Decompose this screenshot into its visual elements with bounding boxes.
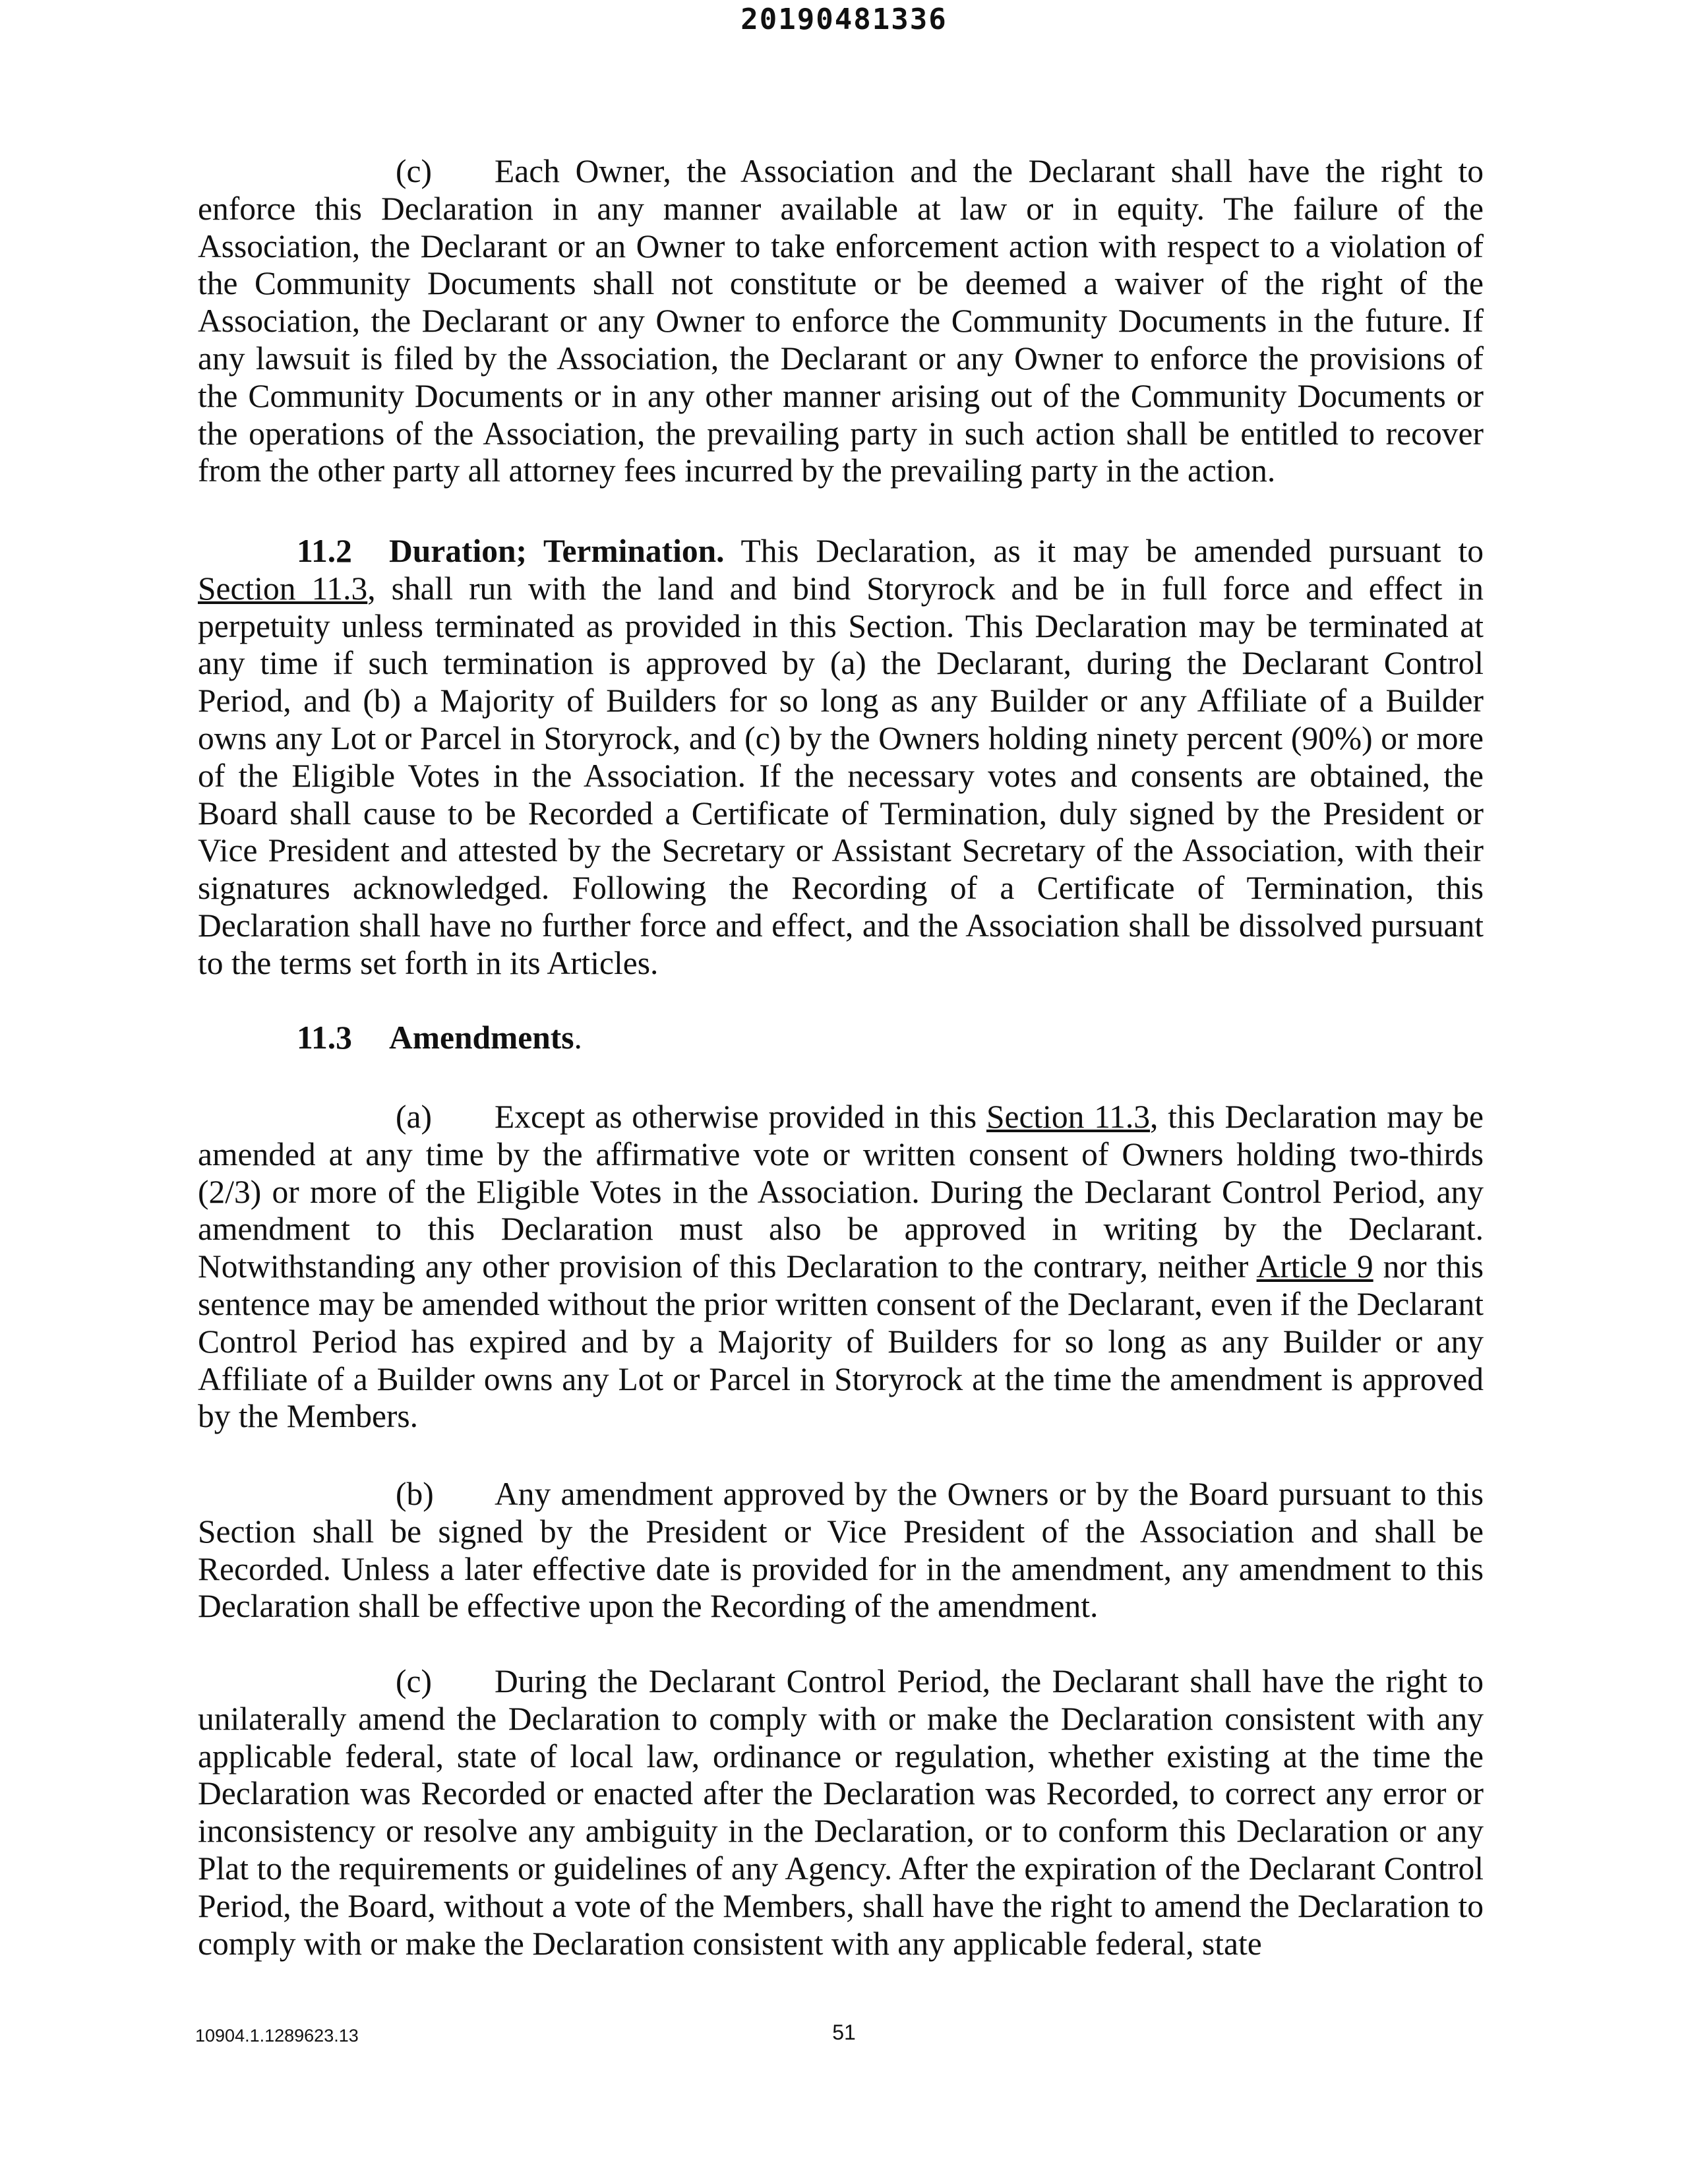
paragraph-text-1: Except as otherwise provided in this bbox=[495, 1099, 986, 1135]
paragraph-c-amendments bbox=[198, 1663, 1484, 1962]
paragraph-text: Any amendment approved by the Owners or by the Board pursuant to this Section shall be signed by the President or Vice President of the Association and shall be Recorded. Unless a later effective date is provided for in the amendment, any amendment to this Declaration shall be effective upon the Recording of the amendment. bbox=[198, 1476, 1484, 1625]
footer-document-id: 10904.1.1289623.13 bbox=[195, 2026, 359, 2046]
article-reference-link: Article 9 bbox=[1256, 1248, 1373, 1285]
section-text-intro: This Declaration, as it may be amended pursuant to bbox=[724, 533, 1484, 569]
paragraph-text: Each Owner, the Association and the Declarant shall have the right to enforce this Declaration in any manner available at law or in equity. The failure of the Association, the Declarant or an Owner to take enforcement action with respect to a violation of the Community Documents shall not constitute or be deemed a waiver of the right of the Association, the Declarant or any Owner to enforce the Community Documents in the future. If any lawsuit is filed by the Association, the Declarant or any Owner to enforce the provisions of the Community Documents or in any other manner arising out of the Community Documents or the operations of the Association, the prevailing party in such action shall be entitled to recover from the other party all attorney fees incurred by the prevailing party in the action. bbox=[198, 153, 1484, 489]
section-text-body: , shall run with the land and bind Storyrock and be in full force and effect in perpetuity unless terminated as provided in this Section. This Declaration may be terminated at any time if such termination is approved by (a) the Declarant, during the Declarant Control Period, and (b) a Majority of Builders for so long as any Builder or any Affiliate of a Builder owns any Lot or Parcel in Storyrock, and (c) by the Owners holding ninety percent (90%) or more of the Eligible Votes in the Association. If the necessary votes and consents are obtained, the Board shall cause to be Recorded a Certificate of Termination, duly signed by the President or Vice President and attested by the Secretary or Assistant Secretary of the Association, with their signatures acknowledged. Following the Recording of a Certificate of Termination, this Declaration shall have no further force and effect, and the Association shall be dissolved pursuant to the terms set forth in its Articles. bbox=[198, 570, 1484, 981]
section-title: Duration; Termination. bbox=[389, 533, 725, 569]
page-number: 51 bbox=[832, 2020, 856, 2044]
paragraph-label: (a) bbox=[396, 1099, 432, 1135]
paragraph-c-enforcement bbox=[198, 153, 1484, 490]
section-11-3-heading bbox=[198, 1019, 1484, 1057]
paragraph-label: (c) bbox=[396, 153, 432, 189]
section-reference-link: Section 11.3 bbox=[198, 570, 368, 607]
paragraph-text-3: nor this sentence may be amended without the prior written consent of the Declarant, even if the Declarant Control Period has expired and by a Majority of Builders for so long as any Builder or any Affiliate of a Builder owns any Lot or Parcel in Storyrock at the time the amendment is approved by the Members. bbox=[198, 1248, 1484, 1435]
section-reference-link: Section 11.3 bbox=[986, 1099, 1151, 1135]
paragraph-text: During the Declarant Control Period, the Declarant shall have the right to unilaterally amend the Declaration to comply with or make the Declaration consistent with any applicable federal, state of local law, ordinance or regulation, whether existing at the time the Declaration was Recorded or enacted after the Declaration was Recorded, to correct any error or inconsistency or resolve any ambiguity in the Declaration, or to conform this Declaration or any Plat to the requirements or guidelines of any Agency. After the expiration of the Declarant Control Period, the Board, without a vote of the Members, shall have the right to amend the Declaration to comply with or make the Declaration consistent with any applicable federal, state bbox=[198, 1663, 1484, 1962]
recording-number: 20190481336 bbox=[740, 3, 948, 36]
paragraph-label: (b) bbox=[396, 1476, 434, 1512]
section-11-2 bbox=[198, 533, 1484, 983]
paragraph-a-amendments bbox=[198, 1099, 1484, 1436]
paragraph-b-amendments bbox=[198, 1476, 1484, 1625]
section-number: 11.2 bbox=[297, 533, 352, 569]
paragraph-text-2: , this Declaration may be amended at any time by the affirmative vote or written consent of Owners holding two-thirds (2/3) or more of the Eligible Votes in the Association. During the Declarant Control Period, any amendment to this Declaration must also be approved in writing by the Declarant. Notwithstanding any other provision of this Declaration to the contrary, neither bbox=[198, 1099, 1484, 1285]
section-title: Amendments bbox=[389, 1019, 574, 1056]
section-title-period: . bbox=[574, 1019, 582, 1056]
paragraph-label: (c) bbox=[396, 1663, 432, 1699]
section-number: 11.3 bbox=[297, 1019, 352, 1056]
